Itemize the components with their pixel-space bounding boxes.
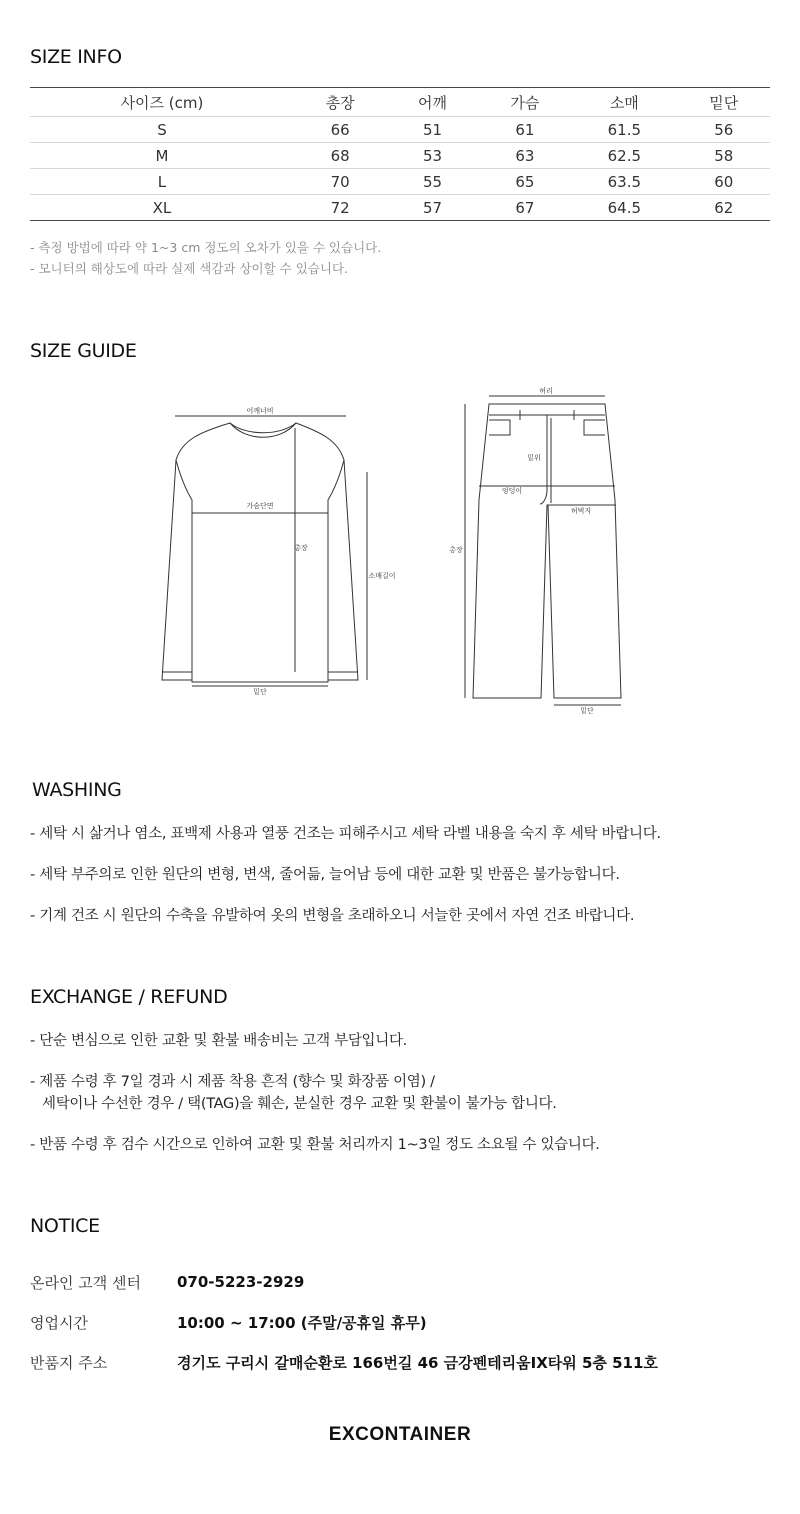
size-info-title: SIZE INFO (30, 46, 122, 68)
table-cell: 72 (294, 195, 386, 221)
label-sleeve: 소매길이 (368, 572, 396, 580)
list-item: - 반품 수령 후 검수 시간으로 인하여 교환 및 환불 처리까지 1~3일 정도 소요될 수 있습니다. (30, 1137, 600, 1153)
top-garment-outline (162, 423, 358, 682)
exchange-list (30, 1030, 600, 1175)
notice-value: 10:00 ~ 17:00 (주말/공휴일 휴무) (177, 1313, 427, 1332)
header-length: 총장 (294, 88, 386, 117)
label-shoulder: 어깨너비 (246, 407, 274, 415)
table-cell: 66 (294, 117, 386, 143)
table-row (30, 195, 770, 221)
notice-row (30, 1342, 658, 1382)
size-notes (30, 237, 381, 279)
table-cell: S (30, 117, 294, 143)
notice-value: 경기도 구리시 갈매순환로 166번길 46 금강펜테리움IX타워 5층 511호 (177, 1353, 658, 1372)
list-item: - 기계 건조 시 원단의 수축을 유발하여 옷의 변형을 초래하오니 서늘한 곳에서 자연 건조 바랍니다. (30, 908, 635, 924)
table-cell: 61.5 (571, 117, 677, 143)
list-item: - 단순 변심으로 인한 교환 및 환불 배송비는 고객 부담입니다. (30, 1033, 407, 1049)
label-hip: 엉덩이 (501, 487, 523, 495)
table-cell: 53 (386, 143, 478, 169)
table-cell: 61 (479, 117, 571, 143)
list-item-line: 세탁이나 수선한 경우 / 택(TAG)을 훼손, 분실한 경우 교환 및 환불이 불가능 합니다. (42, 1096, 557, 1112)
table-cell: L (30, 169, 294, 195)
notice-label: 반품지 주소 (30, 1353, 108, 1372)
list-item: - 세탁 부주의로 인한 원단의 변형, 변색, 줄어듦, 늘어남 등에 대한 교환 및 반품은 불가능합니다. (30, 867, 620, 883)
label-thigh: 허벅지 (570, 507, 592, 515)
label-length: 총장 (294, 544, 308, 552)
washing-title: WASHING (32, 779, 122, 801)
table-cell: 70 (294, 169, 386, 195)
table-cell: M (30, 143, 294, 169)
label-waist: 허리 (539, 387, 553, 395)
exchange-title: EXCHANGE / REFUND (30, 986, 228, 1008)
size-guide-title: SIZE GUIDE (30, 340, 137, 362)
size-table-header (30, 88, 770, 117)
table-cell: 63.5 (571, 169, 677, 195)
table-row (30, 143, 770, 169)
header-hem: 밑단 (678, 88, 770, 117)
list-item (30, 1071, 600, 1115)
table-cell: 51 (386, 117, 478, 143)
table-cell: 64.5 (571, 195, 677, 221)
table-cell: 55 (386, 169, 478, 195)
label-pants-hem: 밑단 (580, 707, 594, 715)
notice-title: NOTICE (30, 1215, 100, 1237)
table-cell: 57 (386, 195, 478, 221)
table-cell: 63 (479, 143, 571, 169)
table-cell: 62.5 (571, 143, 677, 169)
notice-row (30, 1262, 658, 1302)
label-pants-length: 총장 (449, 546, 463, 554)
brand-logo: EXCONTAINER (328, 1424, 472, 1445)
table-cell: XL (30, 195, 294, 221)
top-right-sleeve-seam (328, 460, 344, 680)
table-cell: 68 (294, 143, 386, 169)
table-cell: 65 (479, 169, 571, 195)
label-rise: 밑위 (527, 454, 541, 462)
size-note: - 모니터의 해상도에 따라 실제 색감과 상이할 수 있습니다. (30, 261, 348, 276)
table-row (30, 169, 770, 195)
size-note: - 측정 방법에 따라 약 1~3 cm 정도의 오차가 있을 수 있습니다. (30, 240, 382, 255)
header-shoulder: 어깨 (386, 88, 478, 117)
notice-list (30, 1262, 658, 1382)
notice-label: 온라인 고객 센터 (30, 1273, 141, 1292)
table-cell: 62 (678, 195, 770, 221)
table-cell: 67 (479, 195, 571, 221)
notice-label: 영업시간 (30, 1313, 88, 1332)
size-guide-diagram (0, 380, 800, 720)
label-hem: 밑단 (253, 688, 267, 696)
table-cell: 60 (678, 169, 770, 195)
washing-list (30, 823, 661, 946)
header-chest: 가슴 (479, 88, 571, 117)
list-item: - 세탁 시 삶거나 염소, 표백제 사용과 열풍 건조는 피해주시고 세탁 라벨 내용을 숙지 후 세탁 바랍니다. (30, 826, 661, 842)
top-left-sleeve-seam (176, 460, 192, 680)
header-size: 사이즈 (cm) (30, 88, 294, 117)
notice-value: 070-5223-2929 (177, 1273, 305, 1291)
notice-row (30, 1302, 658, 1342)
list-item-line: - 제품 수령 후 7일 경과 시 제품 착용 흔적 (향수 및 화장품 이염) / (30, 1074, 435, 1090)
table-row (30, 117, 770, 143)
size-table (30, 87, 770, 221)
label-chest: 가슴단면 (246, 502, 274, 510)
table-cell: 56 (678, 117, 770, 143)
header-sleeve: 소매 (571, 88, 677, 117)
table-cell: 58 (678, 143, 770, 169)
